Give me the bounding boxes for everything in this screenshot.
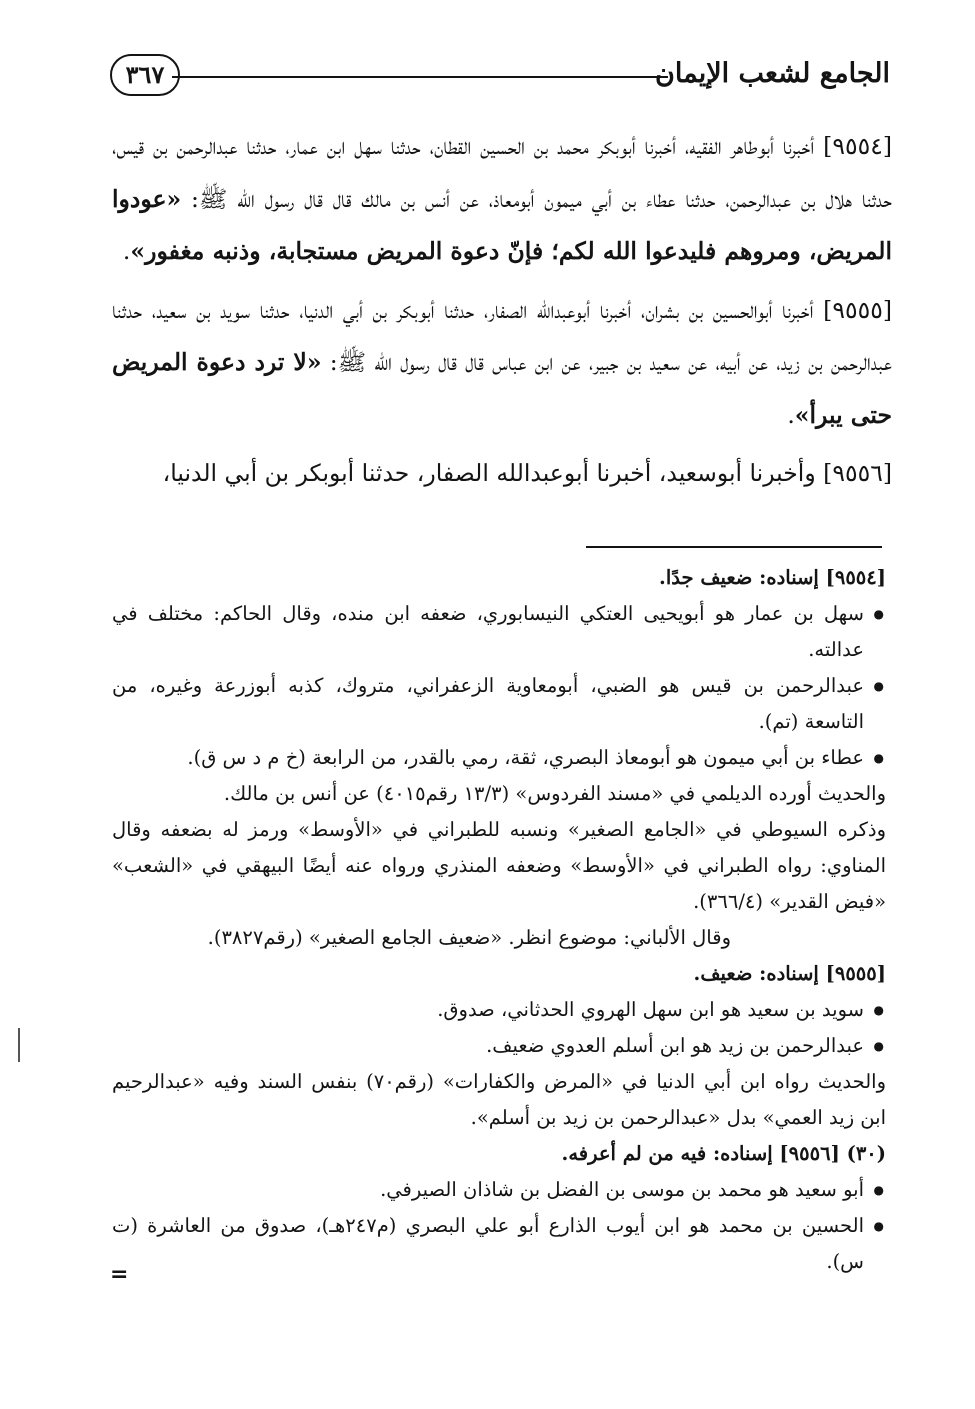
- footnote-bullet: ● عطاء بن أبي ميمون هو أبومعاذ البصري، ثقة، رمي بالقدر، من الرابعة (خ م د س ق).: [112, 740, 886, 776]
- footnote-separator: [586, 546, 882, 548]
- footnotes: [112, 560, 886, 1280]
- hadith-chain: [٩٥٥٥] أخبرنا أبوالحسين بن بشران، أخبرنا أبوعبدالله الصفار، حدثنا أبوبكر بن أبي الدنيا، حدثنا سويد بن سعيد، حدثنا عبدالرحمن بن زيد، عن أبيه، عن سعيد بن جبير، عن ابن عباس قال قال رسول الله ﷺ:: [112, 295, 893, 376]
- hadith-chain: [٩٥٥٦] وأخبرنا أبوسعيد، أخبرنا أبوعبدالله الصفار، حدثنا أبوبكر بن أبي الدنيا،: [162, 459, 892, 487]
- footnote-line: وذكره السيوطي في «الجامع الصغير» ونسبه للطبراني في «الأوسط» ورمز له بضعفه وقال المناوي: رواه الطبراني في «الأوسط» وضعفه المنذري ورواه عنه أيضًا البيهقي في «الشعب» «فيض القدير» (٣٦٦/٤).: [112, 818, 886, 913]
- hadith-chain: [٩٥٥٤] أخبرنا أبوطاهر الفقيه، أخبرنا أبوبكر محمد بن الحسين القطان، حدثنا سهل ابن عمار، حدثنا عبدالرحمن بن قيس، حدثنا هلال بن عبدالرحمن، حدثنا عطاء بن أبي ميمون أبومعاذ، عن أنس بن مالك قال قال رسول الله ﷺ:: [112, 132, 892, 213]
- hadith-matn: «لا ترد دعوة المريض حتى يبرأ»: [112, 348, 892, 429]
- footnote-line: وقال الألباني: موضوع انظر. «ضعيف الجامع الصغير» (رقم٣٨٢٧).: [207, 926, 731, 949]
- continuation-mark: =: [110, 1262, 129, 1287]
- running-title: الجامع لشعب الإيمان: [655, 58, 890, 89]
- footnote-bullet: ● سويد بن سعيد هو ابن سهل الهروي الحدثاني، صدوق.: [112, 992, 886, 1028]
- page-header: [110, 48, 890, 110]
- footnote-bullet: ● عبدالرحمن بن زيد هو ابن أسلم العدوي ضعيف.: [112, 1028, 886, 1064]
- header-rule: [172, 76, 668, 78]
- hadith-9555: [112, 284, 892, 442]
- footnote-bullet: ● أبو سعيد هو محمد بن موسى بن الفضل بن شاذان الصيرفي.: [112, 1172, 886, 1208]
- main-text: [112, 120, 892, 506]
- page-number: ٣٦٧: [110, 54, 180, 96]
- footnote-bullet: ● سهل بن عمار هو أبويحيى العتكي النيسابوري، ضعفه ابن منده، وقال الحاكم: مختلف في عدالته.: [112, 596, 886, 668]
- footnote-heading: [٩٥٥٤] إسناده: ضعيف جدًا.: [659, 566, 886, 589]
- hadith-matn: «عودوا المريض، ومروهم فليدعوا الله لكم؛ فإنّ دعوة المريض مستجابة، وذنبه مغفور»: [112, 184, 892, 265]
- footnote-bullet: ● الحسين بن محمد هو ابن أيوب الذارع أبو علي البصري (م٢٤٧هـ)، صدوق من العاشرة (ت س).: [112, 1208, 886, 1280]
- hadith-9556: [112, 447, 892, 500]
- hadith-end: .: [122, 237, 131, 265]
- footnote-line: والحديث أورده الديلمي في «مسند الفردوس» (١٣/٣ رقم٤٠١٥) عن أنس بن مالك.: [223, 782, 886, 805]
- footnote-heading: [٩٥٥٥] إسناده: ضعيف.: [693, 962, 886, 985]
- footnote-line: والحديث رواه ابن أبي الدنيا في «المرض والكفارات» (رقم٧٠) بنفس السند وفيه «عبدالرحيم ابن زيد العمي» بدل «عبدالرحمن بن زيد بن أسلم».: [112, 1070, 886, 1129]
- hadith-9554: [112, 120, 892, 278]
- margin-mark: [18, 1028, 20, 1062]
- footnote-bullet: ● عبدالرحمن بن قيس هو الضبي، أبومعاوية الزعفراني، متروك، كذبه أبوزرعة وغيره، من التاسعة (تم).: [112, 668, 886, 740]
- hadith-end: .: [787, 400, 795, 429]
- footnote-heading: (٣٠) [٩٥٥٦] إسناده: فيه من لم أعرفه.: [561, 1142, 886, 1165]
